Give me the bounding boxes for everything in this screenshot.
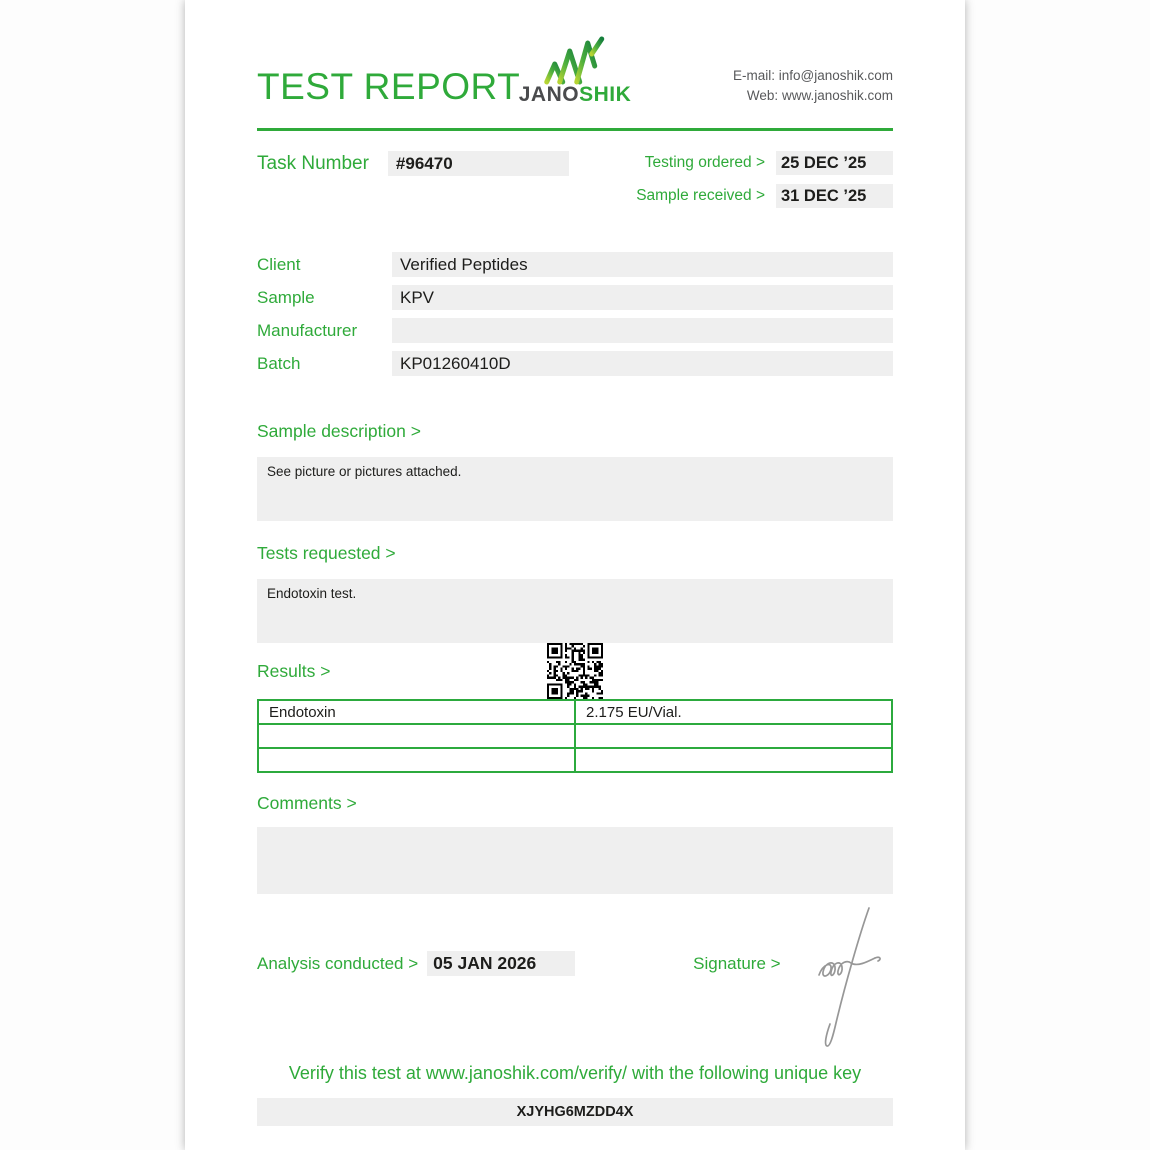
page-title: TEST REPORT (257, 66, 521, 107)
tests-requested-box: Endotoxin test. (257, 579, 893, 643)
verify-text: Verify this test at www.janoshik.com/verify/ with the following unique key (288, 1063, 862, 1083)
report-header (257, 0, 893, 131)
results-row (258, 748, 892, 772)
result-value-cell (575, 748, 892, 772)
sample-description-heading: Sample description > (257, 421, 421, 441)
batch-value: KP01260410D (392, 351, 893, 376)
comments-heading: Comments > (257, 793, 357, 813)
report-page (185, 0, 965, 1150)
header-divider (257, 128, 893, 131)
results-row (258, 724, 892, 748)
logo-chart-icon (543, 36, 607, 86)
tests-requested-heading: Tests requested > (257, 543, 396, 563)
info-row-manufacturer (257, 318, 893, 343)
client-value: Verified Peptides (392, 252, 893, 277)
logo-text (519, 83, 632, 107)
task-row (257, 151, 893, 208)
task-number-label: Task Number (257, 152, 369, 174)
batch-label: Batch (257, 353, 301, 373)
web-line (733, 86, 893, 106)
client-label: Client (257, 254, 301, 274)
dates-block (636, 151, 893, 208)
web-value: www.janoshik.com (781, 88, 893, 104)
info-rows (257, 252, 893, 376)
result-value-cell (575, 724, 892, 748)
analysis-conducted-label: Analysis conducted > (257, 953, 419, 973)
date-row-testing-ordered (636, 151, 893, 175)
results-row (258, 700, 892, 724)
results-heading: Results > (257, 661, 331, 681)
email-line (733, 66, 893, 86)
result-name-cell: Endotoxin (258, 700, 575, 724)
comments-box (257, 827, 893, 894)
sample-received-value: 31 DEC ’25 (776, 184, 893, 208)
sample-description-box: See picture or pictures attached. (257, 457, 893, 521)
manufacturer-label: Manufacturer (257, 320, 358, 340)
analysis-conducted-value: 05 JAN 2026 (427, 951, 575, 976)
info-row-client (257, 252, 893, 277)
task-number-value: #96470 (388, 151, 569, 176)
signature-label: Signature > (693, 953, 781, 973)
email-value: info@janoshik.com (778, 68, 893, 83)
result-name-cell (258, 724, 575, 748)
testing-ordered-value: 25 DEC ’25 (776, 151, 893, 175)
logo-text-jano: JANO (518, 83, 580, 106)
analysis-row (257, 951, 893, 976)
result-value-cell: 2.175 EU/Vial. (575, 700, 892, 724)
info-row-sample (257, 285, 893, 310)
manufacturer-value (392, 318, 893, 343)
sample-label: Sample (257, 287, 315, 307)
results-table (257, 699, 893, 773)
sample-received-label: Sample received > (636, 187, 765, 204)
sample-value: KPV (392, 285, 893, 310)
web-label: Web: (746, 88, 779, 104)
signature-image (805, 905, 890, 1053)
date-row-sample-received (636, 184, 893, 208)
qr-code (547, 643, 603, 699)
task-number-group (257, 151, 569, 176)
result-name-cell (258, 748, 575, 772)
verify-key-box: XJYHG6MZDD4X (257, 1098, 893, 1126)
brand-logo (519, 36, 632, 107)
testing-ordered-label: Testing ordered > (644, 154, 765, 171)
results-heading-zone (257, 643, 893, 699)
info-row-batch (257, 351, 893, 376)
contact-block (733, 66, 893, 107)
email-label: E-mail: (732, 68, 775, 83)
logo-text-shik: SHIK (579, 83, 632, 106)
